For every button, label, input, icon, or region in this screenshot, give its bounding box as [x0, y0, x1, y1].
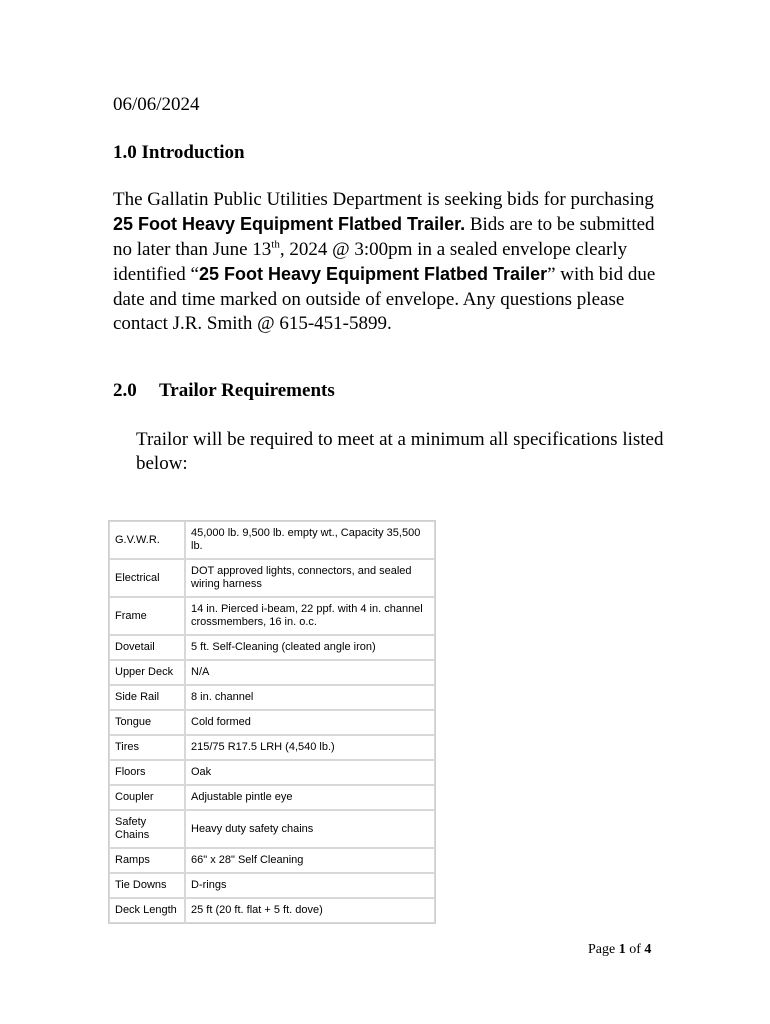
table-row — [109, 635, 435, 660]
spec-value: 215/75 R17.5 LRH (4,540 lb.) — [185, 735, 435, 760]
trailer-name-bold: 25 Foot Heavy Equipment Flatbed Trailer. — [113, 214, 466, 235]
spec-key: Frame — [109, 597, 185, 635]
spec-value: D-rings — [185, 873, 435, 898]
spec-key: Ramps — [109, 848, 185, 873]
spec-key: Tie Downs — [109, 873, 185, 898]
spec-value: Cold formed — [185, 710, 435, 735]
intro-text-2: Bids are to be submitted no later than June 13 — [113, 214, 655, 260]
spec-key: G.V.W.R. — [109, 521, 185, 559]
spec-key: Floors — [109, 760, 185, 785]
page-of-label: of — [629, 942, 641, 957]
table-row — [109, 873, 435, 898]
page-total: 4 — [644, 942, 652, 957]
spec-key: Deck Length — [109, 898, 185, 923]
table-row — [109, 735, 435, 760]
page-label: Page — [588, 942, 616, 957]
spec-key: Side Rail — [109, 685, 185, 710]
table-row — [109, 810, 435, 848]
spec-key: Tires — [109, 735, 185, 760]
table-row — [109, 848, 435, 873]
spec-value: 45,000 lb. 9,500 lb. empty wt., Capacity 35,500 lb. — [185, 521, 435, 559]
spec-value: 66" x 28" Self Cleaning — [185, 848, 435, 873]
spec-value: 5 ft. Self-Cleaning (cleated angle iron) — [185, 635, 435, 660]
document-date: 06/06/2024 — [113, 94, 200, 115]
requirements-lead: Trailor will be required to meet at a minimum all specifications listed below: — [136, 429, 664, 475]
spec-key: Tongue — [109, 710, 185, 735]
intro-text-4: ” with bid due date and time marked on outside of envelope. Any questions please contact J.R. Smith @ 615-451-5899. — [113, 264, 656, 335]
table-row — [109, 785, 435, 810]
table-row — [109, 685, 435, 710]
spec-value: Heavy duty safety chains — [185, 810, 435, 848]
page-current: 1 — [618, 942, 626, 957]
specifications-table — [108, 520, 436, 924]
spec-value: 14 in. Pierced i-beam, 22 ppf. with 4 in. channel crossmembers, 16 in. o.c. — [185, 597, 435, 635]
spec-value: 8 in. channel — [185, 685, 435, 710]
intro-text-1: The Gallatin Public Utilities Department is seeking bids for purchasing — [113, 189, 654, 210]
spec-value: Adjustable pintle eye — [185, 785, 435, 810]
table-row — [109, 559, 435, 597]
spec-key: Upper Deck — [109, 660, 185, 685]
spec-value: Oak — [185, 760, 435, 785]
table-row — [109, 660, 435, 685]
page-footer — [588, 942, 651, 958]
spec-key: Coupler — [109, 785, 185, 810]
spec-key: Safety Chains — [109, 810, 185, 848]
table-row — [109, 521, 435, 559]
trailer-name-bold-2: 25 Foot Heavy Equipment Flatbed Trailer — [199, 264, 548, 285]
introduction-paragraph — [113, 188, 673, 336]
spec-key: Dovetail — [109, 635, 185, 660]
date-superscript: th — [271, 238, 280, 251]
table-row — [109, 898, 435, 923]
requirements-number: 2.0 — [113, 380, 137, 401]
table-row — [109, 760, 435, 785]
requirements-title: Trailor Requirements — [159, 380, 335, 401]
spec-key: Electrical — [109, 559, 185, 597]
intro-text-3: , 2024 @ 3:00pm in a sealed envelope clearly identified “ — [113, 238, 628, 286]
introduction-heading: 1.0 Introduction — [113, 142, 245, 163]
table-row — [109, 597, 435, 635]
spec-value: DOT approved lights, connectors, and sealed wiring harness — [185, 559, 435, 597]
table-row — [109, 710, 435, 735]
requirements-heading — [113, 380, 335, 402]
spec-value: N/A — [185, 660, 435, 685]
spec-value: 25 ft (20 ft. flat + 5 ft. dove) — [185, 898, 435, 923]
